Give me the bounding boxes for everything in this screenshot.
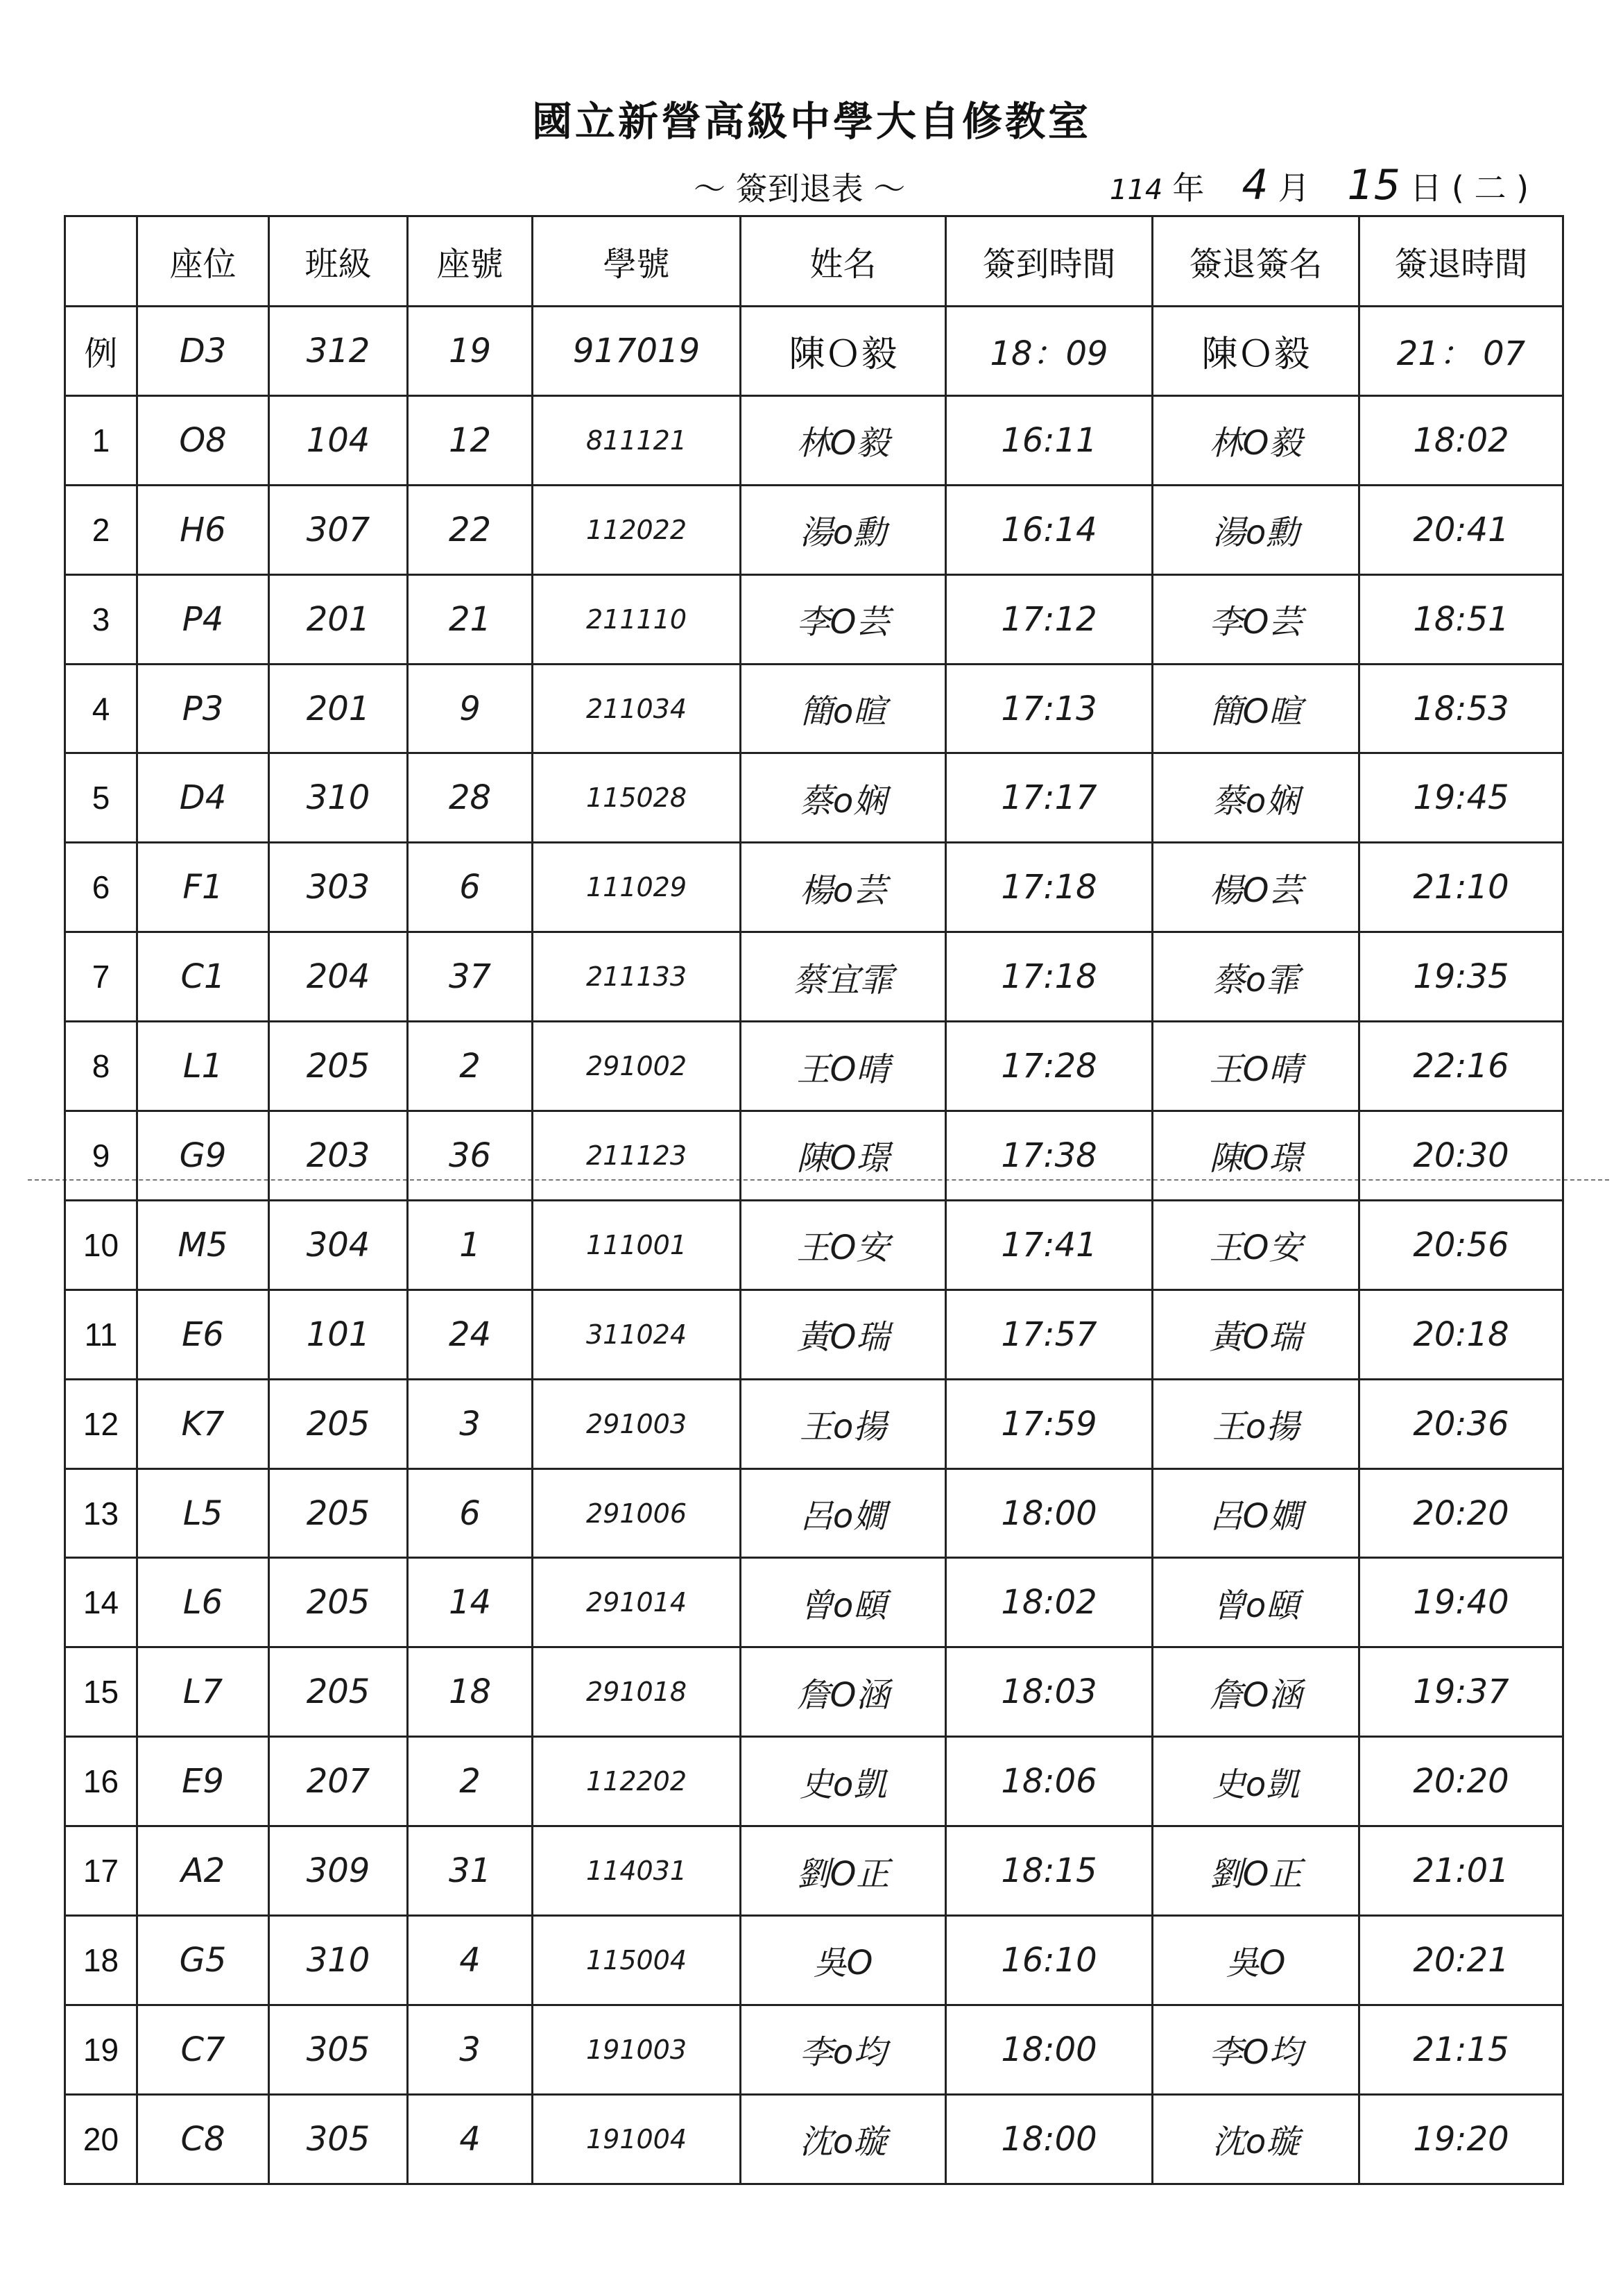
student-id-cell: 291018 [533, 1647, 741, 1737]
signout-signature: 曾o頤 [1153, 1558, 1359, 1647]
signin-time-cell: 16:11 [946, 395, 1153, 485]
seat-cell: E6 [137, 1290, 269, 1379]
signout-time-cell: 20:21 [1359, 1916, 1563, 2005]
student-id-cell: 191003 [533, 2005, 741, 2094]
row-number: 4 [65, 664, 137, 753]
student-id-cell: 111029 [533, 843, 741, 932]
date-field [1110, 161, 1529, 209]
table-row [65, 1290, 1563, 1379]
signout-time-cell: 20:56 [1359, 1200, 1563, 1290]
signin-time-cell: 17:18 [946, 843, 1153, 932]
date-month-label: 月 [1278, 169, 1310, 207]
name-signature: 簡o暄 [741, 664, 946, 753]
class-cell: 205 [269, 1022, 408, 1111]
date-month: 4 [1242, 161, 1269, 209]
name-signature: 李O芸 [741, 574, 946, 664]
seat-cell: C1 [137, 932, 269, 1022]
signout-time-cell: 22:16 [1359, 1022, 1563, 1111]
student-id-cell: 115028 [533, 753, 741, 843]
class-cell: 201 [269, 574, 408, 664]
signout-signature: 吳O [1153, 1916, 1359, 2005]
signout-time-cell: 20:36 [1359, 1379, 1563, 1468]
signin-time-cell: 17:18 [946, 932, 1153, 1022]
name-signature: 李o均 [741, 2005, 946, 2094]
student-id-cell: 112022 [533, 485, 741, 574]
row-number: 17 [65, 1826, 137, 1916]
class-cell: 205 [269, 1468, 408, 1558]
class-cell: 104 [269, 395, 408, 485]
signout-time-cell: 20:41 [1359, 485, 1563, 574]
name-signature: 湯o勳 [741, 485, 946, 574]
table-row [65, 395, 1563, 485]
table-row [65, 1737, 1563, 1826]
seat-cell: M5 [137, 1200, 269, 1290]
example-signout-time: 21： 07 [1359, 307, 1563, 396]
signout-time-cell: 19:40 [1359, 1558, 1563, 1647]
signout-signature: 黃O瑞 [1153, 1290, 1359, 1379]
row-number: 6 [65, 843, 137, 932]
table-row [65, 932, 1563, 1022]
number-cell: 12 [408, 395, 533, 485]
number-cell: 1 [408, 1200, 533, 1290]
header-signin-time: 簽到時間 [946, 216, 1153, 307]
signout-time-cell: 21:01 [1359, 1826, 1563, 1916]
row-number: 18 [65, 1916, 137, 2005]
signin-time-cell: 18:00 [946, 2005, 1153, 2094]
row-number: 10 [65, 1200, 137, 1290]
name-signature: 詹O涵 [741, 1647, 946, 1737]
table-row [65, 1200, 1563, 1290]
example-signin-time: 18：09 [946, 307, 1153, 396]
signout-signature: 王O晴 [1153, 1022, 1359, 1111]
signin-time-cell: 17:12 [946, 574, 1153, 664]
row-number: 3 [65, 574, 137, 664]
row-number: 12 [65, 1379, 137, 1468]
signout-signature: 劉O正 [1153, 1826, 1359, 1916]
signin-time-cell: 17:57 [946, 1290, 1153, 1379]
signin-time-cell: 17:13 [946, 664, 1153, 753]
number-cell: 31 [408, 1826, 533, 1916]
number-cell: 37 [408, 932, 533, 1022]
name-signature: 呂o嫺 [741, 1468, 946, 1558]
table-header-row [65, 216, 1563, 307]
student-id-cell: 211133 [533, 932, 741, 1022]
class-cell: 310 [269, 753, 408, 843]
name-signature: 王O晴 [741, 1022, 946, 1111]
number-cell: 14 [408, 1558, 533, 1647]
signin-time-cell: 18:02 [946, 1558, 1153, 1647]
header-blank [65, 216, 137, 307]
table-row [65, 664, 1563, 753]
page-title: 國立新營高級中學大自修教室 [531, 98, 1091, 145]
name-signature: 林O毅 [741, 395, 946, 485]
number-cell: 36 [408, 1111, 533, 1201]
signin-time-cell: 17:59 [946, 1379, 1153, 1468]
class-cell: 309 [269, 1826, 408, 1916]
name-signature: 沈o璇 [741, 2094, 946, 2184]
table-row [65, 1916, 1563, 2005]
row-number: 1 [65, 395, 137, 485]
number-cell: 18 [408, 1647, 533, 1737]
signout-time-cell: 19:35 [1359, 932, 1563, 1022]
signout-signature: 陳O璟 [1153, 1111, 1359, 1201]
seat-cell: A2 [137, 1826, 269, 1916]
row-number: 8 [65, 1022, 137, 1111]
signout-signature: 詹O涵 [1153, 1647, 1359, 1737]
signout-time-cell: 18:53 [1359, 664, 1563, 753]
header-name: 姓名 [741, 216, 946, 307]
student-id-cell: 311024 [533, 1290, 741, 1379]
signin-time-cell: 17:28 [946, 1022, 1153, 1111]
name-signature: 楊o芸 [741, 843, 946, 932]
signout-signature: 簡O暄 [1153, 664, 1359, 753]
header-signout-name: 簽退簽名 [1153, 216, 1359, 307]
signout-signature: 湯o勳 [1153, 485, 1359, 574]
seat-cell: G5 [137, 1916, 269, 2005]
number-cell: 6 [408, 843, 533, 932]
seat-cell: G9 [137, 1111, 269, 1201]
signout-signature: 沈o璇 [1153, 2094, 1359, 2184]
class-cell: 205 [269, 1379, 408, 1468]
student-id-cell: 191004 [533, 2094, 741, 2184]
signin-time-cell: 18:03 [946, 1647, 1153, 1737]
signout-signature: 林O毅 [1153, 395, 1359, 485]
name-signature: 黃O瑞 [741, 1290, 946, 1379]
class-cell: 201 [269, 664, 408, 753]
table-row [65, 843, 1563, 932]
seat-cell: C7 [137, 2005, 269, 2094]
number-cell: 21 [408, 574, 533, 664]
table-row [65, 1022, 1563, 1111]
signout-signature: 李O均 [1153, 2005, 1359, 2094]
table-row [65, 1826, 1563, 1916]
seat-cell: L7 [137, 1647, 269, 1737]
class-cell: 203 [269, 1111, 408, 1201]
table-row [65, 2094, 1563, 2184]
table-row [65, 485, 1563, 574]
class-cell: 205 [269, 1558, 408, 1647]
date-year-label: 年 [1172, 169, 1205, 207]
seat-cell: L5 [137, 1468, 269, 1558]
header-student-id: 學號 [533, 216, 741, 307]
student-id-cell: 291003 [533, 1379, 741, 1468]
seat-cell: F1 [137, 843, 269, 932]
name-signature: 王o揚 [741, 1379, 946, 1468]
table-row [65, 753, 1563, 843]
number-cell: 28 [408, 753, 533, 843]
signin-time-cell: 18:00 [946, 2094, 1153, 2184]
row-number: 13 [65, 1468, 137, 1558]
signout-time-cell: 18:02 [1359, 395, 1563, 485]
name-signature: 吳O [741, 1916, 946, 2005]
signout-time-cell: 19:45 [1359, 753, 1563, 843]
name-signature: 陳O璟 [741, 1111, 946, 1201]
date-day-label: 日 [1409, 169, 1442, 207]
row-number: 2 [65, 485, 137, 574]
student-id-cell: 112202 [533, 1737, 741, 1826]
student-id-cell: 291002 [533, 1022, 741, 1111]
number-cell: 4 [408, 2094, 533, 2184]
signout-time-cell: 20:30 [1359, 1111, 1563, 1201]
name-signature: 王O安 [741, 1200, 946, 1290]
student-id-cell: 211110 [533, 574, 741, 664]
date-weekday: ( 二 ) [1451, 169, 1529, 207]
row-number: 19 [65, 2005, 137, 2094]
form-subtitle: ～ 簽到退表 ～ [694, 170, 906, 207]
student-id-cell: 114031 [533, 1826, 741, 1916]
signout-time-cell: 20:18 [1359, 1290, 1563, 1379]
class-cell: 305 [269, 2094, 408, 2184]
row-number: 14 [65, 1558, 137, 1647]
number-cell: 3 [408, 2005, 533, 2094]
number-cell: 6 [408, 1468, 533, 1558]
example-seat: D3 [137, 307, 269, 396]
row-number: 16 [65, 1737, 137, 1826]
row-number: 9 [65, 1111, 137, 1201]
signout-time-cell: 21:10 [1359, 843, 1563, 932]
class-cell: 304 [269, 1200, 408, 1290]
seat-cell: P4 [137, 574, 269, 664]
signout-signature: 蔡o娴 [1153, 753, 1359, 843]
signin-table [64, 215, 1564, 2185]
student-id-cell: 115004 [533, 1916, 741, 2005]
signout-time-cell: 20:20 [1359, 1468, 1563, 1558]
example-row [65, 307, 1563, 396]
row-number: 11 [65, 1290, 137, 1379]
signin-time-cell: 17:17 [946, 753, 1153, 843]
student-id-cell: 291006 [533, 1468, 741, 1558]
student-id-cell: 811121 [533, 395, 741, 485]
signout-signature: 王O安 [1153, 1200, 1359, 1290]
student-id-cell: 111001 [533, 1200, 741, 1290]
signout-signature: 李O芸 [1153, 574, 1359, 664]
number-cell: 2 [408, 1022, 533, 1111]
number-cell: 4 [408, 1916, 533, 2005]
number-cell: 9 [408, 664, 533, 753]
signout-signature: 王o揚 [1153, 1379, 1359, 1468]
date-day: 15 [1347, 161, 1400, 209]
signin-time-cell: 16:10 [946, 1916, 1153, 2005]
example-student-id: 917019 [533, 307, 741, 396]
class-cell: 207 [269, 1737, 408, 1826]
table-row [65, 1468, 1563, 1558]
seat-cell: C8 [137, 2094, 269, 2184]
table-row [65, 1647, 1563, 1737]
seat-cell: L6 [137, 1558, 269, 1647]
class-cell: 205 [269, 1647, 408, 1737]
header-class: 班級 [269, 216, 408, 307]
class-cell: 204 [269, 932, 408, 1022]
signout-signature: 史o凱 [1153, 1737, 1359, 1826]
class-cell: 310 [269, 1916, 408, 2005]
name-signature: 蔡宜霏 [741, 932, 946, 1022]
signin-time-cell: 18:06 [946, 1737, 1153, 1826]
number-cell: 2 [408, 1737, 533, 1826]
example-signout-name: 陳Ｏ毅 [1153, 307, 1359, 396]
row-number: 5 [65, 753, 137, 843]
table-row [65, 2005, 1563, 2094]
signin-time-cell: 18:00 [946, 1468, 1153, 1558]
table-row [65, 1379, 1563, 1468]
signout-time-cell: 19:37 [1359, 1647, 1563, 1737]
example-label: 例 [65, 307, 137, 396]
row-number: 7 [65, 932, 137, 1022]
seat-cell: L1 [137, 1022, 269, 1111]
name-signature: 劉O正 [741, 1826, 946, 1916]
signout-time-cell: 21:15 [1359, 2005, 1563, 2094]
name-signature: 史o凱 [741, 1737, 946, 1826]
class-cell: 305 [269, 2005, 408, 2094]
student-id-cell: 211034 [533, 664, 741, 753]
name-signature: 曾o頤 [741, 1558, 946, 1647]
seat-cell: D4 [137, 753, 269, 843]
signout-signature: 楊O芸 [1153, 843, 1359, 932]
seat-cell: K7 [137, 1379, 269, 1468]
table-row [65, 1558, 1563, 1647]
number-cell: 22 [408, 485, 533, 574]
student-id-cell: 291014 [533, 1558, 741, 1647]
header-seat: 座位 [137, 216, 269, 307]
header-signout-time: 簽退時間 [1359, 216, 1563, 307]
row-number: 20 [65, 2094, 137, 2184]
name-signature: 蔡o娴 [741, 753, 946, 843]
table-row [65, 1111, 1563, 1201]
table-row [65, 574, 1563, 664]
signin-time-cell: 17:38 [946, 1111, 1153, 1201]
example-number: 19 [408, 307, 533, 396]
signout-signature: 蔡o霏 [1153, 932, 1359, 1022]
example-class: 312 [269, 307, 408, 396]
number-cell: 24 [408, 1290, 533, 1379]
signin-time-cell: 17:41 [946, 1200, 1153, 1290]
seat-cell: P3 [137, 664, 269, 753]
signout-time-cell: 20:20 [1359, 1737, 1563, 1826]
signout-signature: 呂O嫺 [1153, 1468, 1359, 1558]
signin-time-cell: 16:14 [946, 485, 1153, 574]
signout-time-cell: 18:51 [1359, 574, 1563, 664]
seat-cell: O8 [137, 395, 269, 485]
class-cell: 307 [269, 485, 408, 574]
student-id-cell: 211123 [533, 1111, 741, 1201]
seat-cell: H6 [137, 485, 269, 574]
signout-time-cell: 19:20 [1359, 2094, 1563, 2184]
date-year: 114 [1110, 174, 1163, 206]
class-cell: 303 [269, 843, 408, 932]
header-number: 座號 [408, 216, 533, 307]
class-cell: 101 [269, 1290, 408, 1379]
example-name: 陳Ｏ毅 [741, 307, 946, 396]
signin-time-cell: 18:15 [946, 1826, 1153, 1916]
row-number: 15 [65, 1647, 137, 1737]
number-cell: 3 [408, 1379, 533, 1468]
seat-cell: E9 [137, 1737, 269, 1826]
